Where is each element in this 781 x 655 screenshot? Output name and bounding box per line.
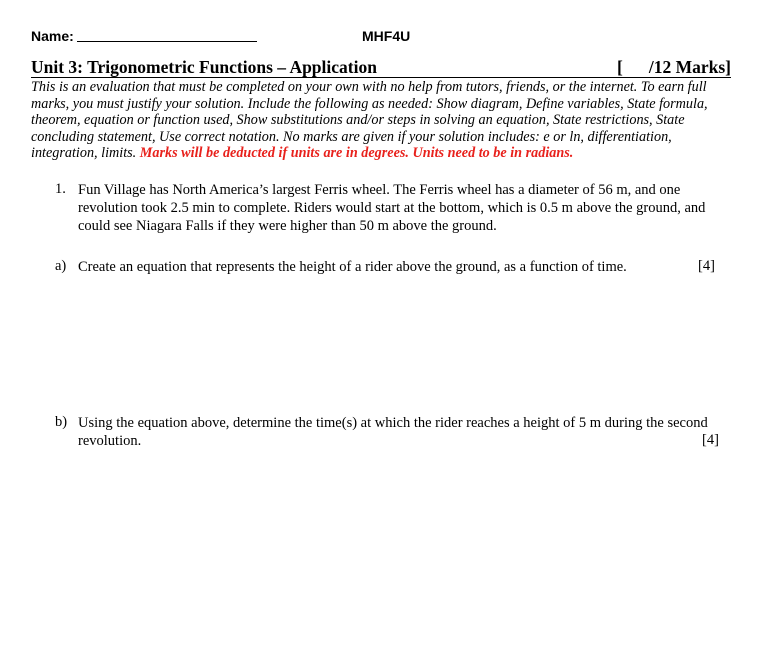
- part-b-marks: [4]: [702, 432, 719, 448]
- title-row: [31, 57, 731, 78]
- part-a-marks: [4]: [698, 258, 715, 274]
- question-text: Fun Village has North America’s largest Ferris wheel. The Ferris wheel has a diameter of 56 m, and one revolution took 2.5 min to complete. Riders would start at the bottom, which is 0.5 m above the ground, and could see Niagara Falls if they were higher than 50 m above the ground.: [78, 182, 706, 234]
- instructions-text: This is an evaluation that must be completed on your own with no help from tutors, friends, or the internet. To earn full marks, you must justify your solution. Include the following as needed: Show diagram, Define variables, State formula, theorem, equation or function used, Show substitutions and/or steps in solving an equation, State restrictions, State concluding statement, Use correct notation. No marks are given if your solution includes: e or ln, differentiation, integration, limits.: [31, 79, 708, 161]
- question-number: 1.: [55, 181, 66, 197]
- instructions-warning: Marks will be deducted if units are in degrees. Units need to be in radians.: [139, 145, 574, 161]
- marks-total: /12 Marks]: [648, 57, 731, 77]
- marks-box: [617, 57, 731, 78]
- part-a-text: Create an equation that represents the height of a rider above the ground, as a function of time.: [78, 259, 627, 275]
- unit-title: Unit 3: Trigonometric Functions – Application: [31, 57, 377, 77]
- part-b-label: b): [55, 414, 68, 430]
- name-label: Name:: [31, 28, 74, 44]
- part-b-text: Using the equation above, determine the time(s) at which the rider reaches a height of 5 m during the second revolution.: [78, 415, 708, 449]
- marks-open-bracket: [: [617, 57, 623, 77]
- course-code: MHF4U: [362, 28, 411, 44]
- name-blank-line: [77, 41, 257, 42]
- part-a-label: a): [55, 258, 67, 274]
- instructions: [31, 79, 737, 162]
